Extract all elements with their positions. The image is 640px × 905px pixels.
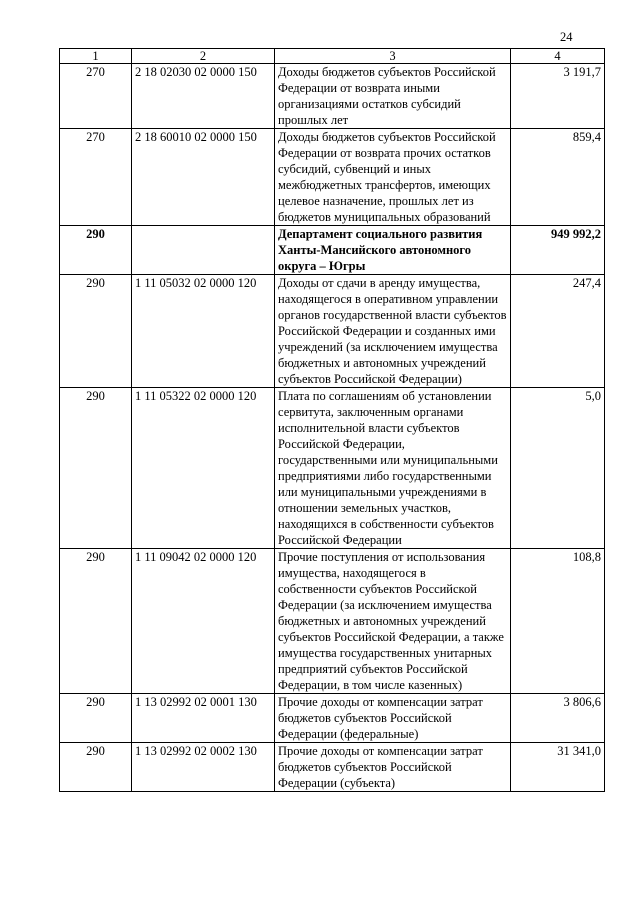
admin-code-cell: 290 [60,275,132,388]
amount-cell: 859,4 [511,129,605,226]
table-row [60,549,605,694]
revenue-name-cell: Прочие доходы от компенсации затрат бюджетов субъектов Российской Федерации (субъекта) [275,743,511,792]
revenue-name-cell: Плата по соглашениям об установлении сервитута, заключенным органами исполнительной власти субъектов Российской Федерации, государственными или муниципальными предприятиями либо государственными или муниципальными учреждениями в отношении земельных участков, находящихся в собственности субъектов Российской Федерации [275,388,511,549]
table-row [60,694,605,743]
table-row [60,388,605,549]
admin-code-cell: 290 [60,743,132,792]
admin-code-cell: 270 [60,64,132,129]
budget-code-cell: 1 13 02992 02 0001 130 [132,694,275,743]
admin-code-cell: 290 [60,694,132,743]
budget-revenue-table [59,48,605,792]
amount-cell: 5,0 [511,388,605,549]
revenue-name-cell: Доходы от сдачи в аренду имущества, находящегося в оперативном управлении органов государственной власти субъектов Российской Федерации и созданных ими учреждений (за исключением имущества бюджетных и автономных учреждений субъектов Российской Федерации) [275,275,511,388]
amount-cell: 3 806,6 [511,694,605,743]
amount-cell: 3 191,7 [511,64,605,129]
revenue-name-cell: Доходы бюджетов субъектов Российской Федерации от возврата иными организациями остатков субсидий прошлых лет [275,64,511,129]
page-number: 24 [560,30,573,44]
budget-code-cell: 1 13 02992 02 0002 130 [132,743,275,792]
budget-code-cell: 1 11 05032 02 0000 120 [132,275,275,388]
amount-cell: 31 341,0 [511,743,605,792]
admin-code-cell: 270 [60,129,132,226]
amount-cell: 108,8 [511,549,605,694]
budget-code-cell [132,226,275,275]
table-row [60,64,605,129]
department-total-cell: 949 992,2 [511,226,605,275]
table-row [60,743,605,792]
budget-code-cell: 2 18 02030 02 0000 150 [132,64,275,129]
header-col-3: 3 [275,49,511,64]
admin-code-cell: 290 [60,388,132,549]
header-col-2: 2 [132,49,275,64]
revenue-name-cell: Прочие поступления от использования имущества, находящегося в собственности субъектов Российской Федерации (за исключением имущества бюджетных и автономных учреждений субъектов Российской Федерации, а также имущества государственных унитарных предприятий субъектов Российской Федерации, в том числе казенных) [275,549,511,694]
budget-code-cell: 1 11 05322 02 0000 120 [132,388,275,549]
revenue-name-cell: Доходы бюджетов субъектов Российской Федерации от возврата прочих остатков субсидий, субвенций и иных межбюджетных трансфертов, имеющих целевое назначение, прошлых лет из бюджетов муниципальных образований [275,129,511,226]
table-row [60,275,605,388]
table-header-row [60,49,605,64]
admin-code-cell: 290 [60,549,132,694]
department-name-cell: Департамент социального развития Ханты-Мансийского автономного округа – Югры [275,226,511,275]
admin-code-cell: 290 [60,226,132,275]
table-row [60,129,605,226]
table-row-department [60,226,605,275]
budget-code-cell: 1 11 09042 02 0000 120 [132,549,275,694]
revenue-name-cell: Прочие доходы от компенсации затрат бюджетов субъектов Российской Федерации (федеральные) [275,694,511,743]
header-col-4: 4 [511,49,605,64]
budget-code-cell: 2 18 60010 02 0000 150 [132,129,275,226]
amount-cell: 247,4 [511,275,605,388]
header-col-1: 1 [60,49,132,64]
